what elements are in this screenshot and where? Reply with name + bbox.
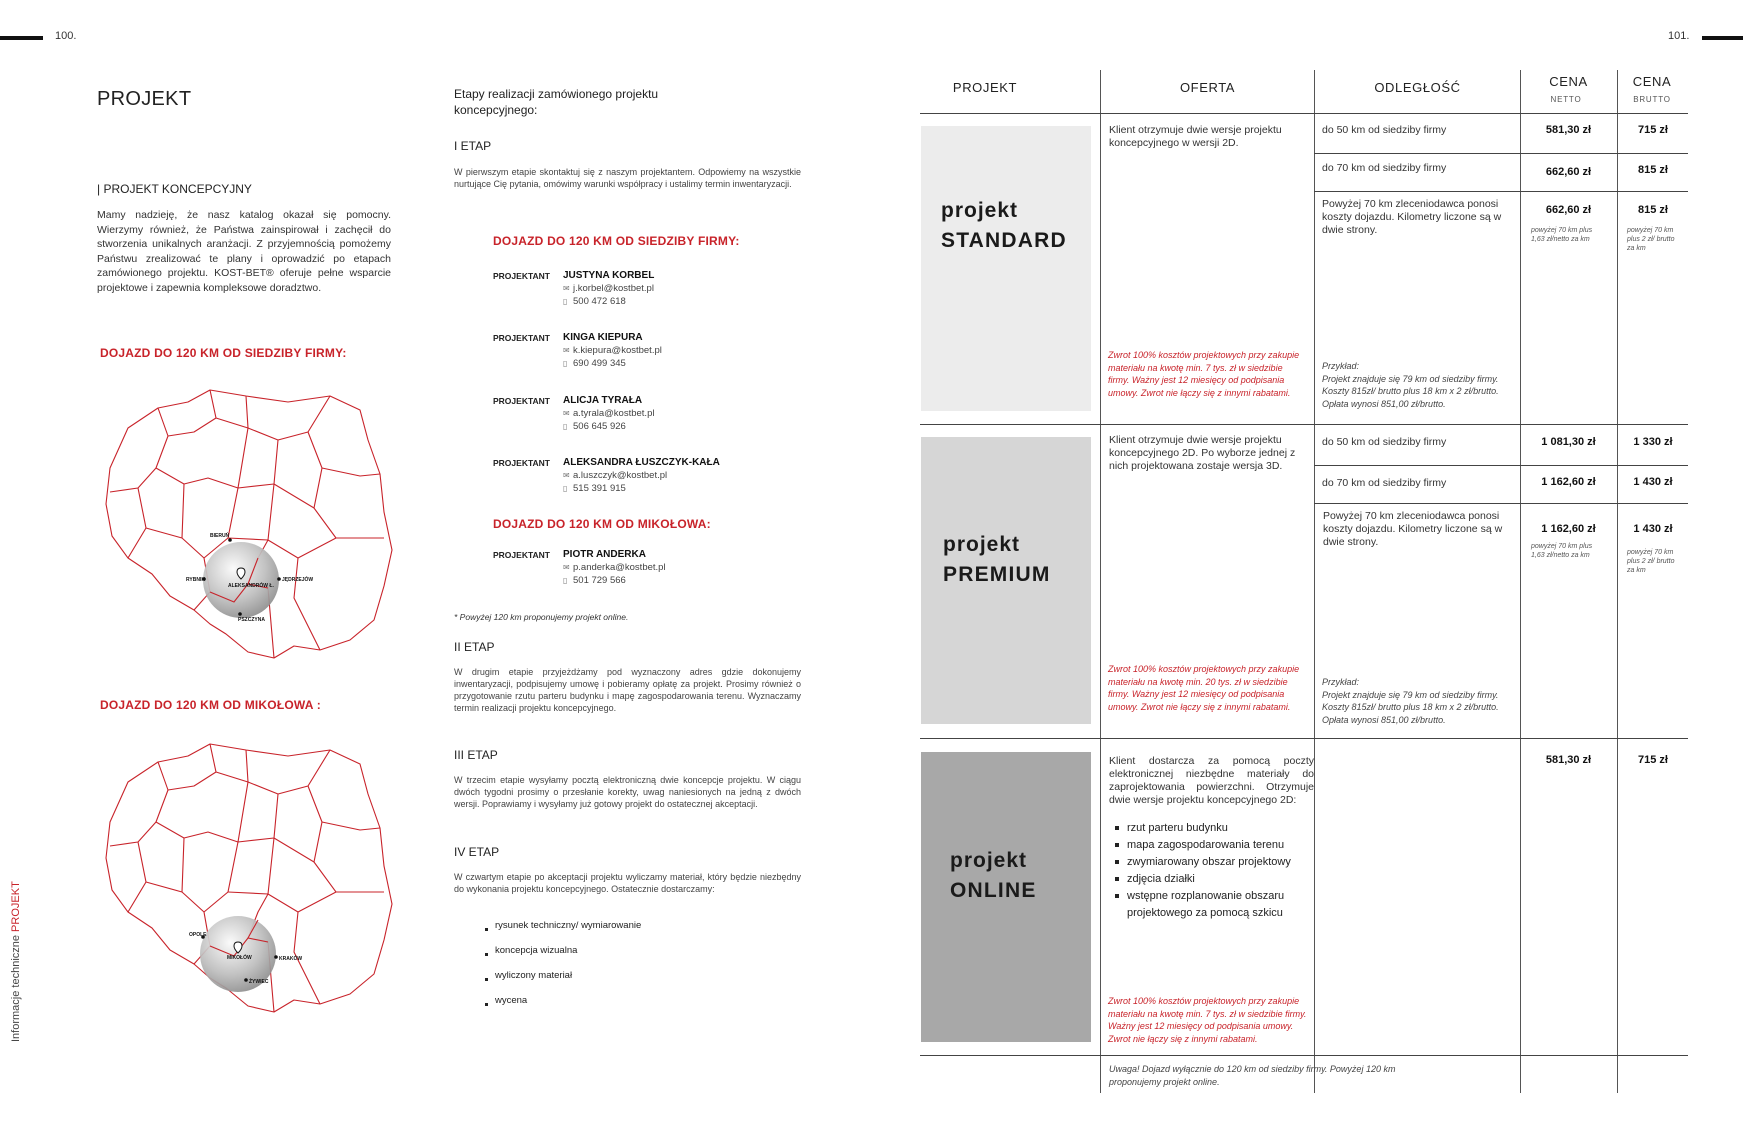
contact-card bbox=[493, 332, 793, 372]
standard-netto-note: powyżej 70 km plus 1,63 zł/netto za km bbox=[1531, 227, 1593, 243]
section-subtitle: | PROJEKT KONCEPCYJNY bbox=[97, 182, 252, 196]
contact-phone-line[interactable] bbox=[563, 358, 626, 369]
premium-example: Przykład: Projekt znajduje się 79 km od siedziby firmy. Koszty 815zł/ brutto plus 18 km x 2 zł/brutto. Opłata wynosi 851,00 zł/brutto. bbox=[1322, 677, 1499, 725]
contact-email[interactable]: a.luszczyk@kostbet.pl bbox=[573, 470, 668, 481]
premium-netto-50: 1 081,30 zł bbox=[1541, 436, 1596, 448]
premium-netto-over70: 1 162,60 zł bbox=[1541, 523, 1596, 535]
premium-netto-70: 1 162,60 zł bbox=[1541, 476, 1596, 488]
etap4-title: IV ETAP bbox=[454, 845, 500, 859]
contact-role: PROJEKTANT bbox=[493, 271, 550, 281]
online-offer: Klient dostarcza za pomocą poczty elektronicznej niezbędne materiały do zaprojektowania powierzchni. Otrzymuje dwie wersje projektu koncepcyjnego 2D: bbox=[1109, 755, 1314, 806]
right-page-number: 101. bbox=[1668, 30, 1690, 42]
right-page-bar bbox=[1702, 36, 1743, 40]
standard-offer: Klient otrzymuje dwie wersje projektu koncepcyjnego w wersji 2D. bbox=[1109, 124, 1282, 149]
intro-paragraph: Mamy nadzieję, że nasz katalog okazał się pomocny. Wierzymy również, że Państwa zainspirował i zachęcił do stworzenia unikalnych aranżacji. Z przyjemnością pomożemy Państwu zrealizować te plany i oprowadzić po etapach zamówionego projektu. KOST-BET® oferuje pełne wsparcie projektowe i zapewnia kompleksowe doradztwo. bbox=[97, 209, 391, 294]
standard-distance-over70: Powyżej 70 km zleceniodawca ponosi koszty dojazdu. Kilometry liczone są w dwie strony. bbox=[1322, 198, 1502, 236]
email-icon: ✉ bbox=[563, 284, 570, 293]
city-label: OPOLE bbox=[189, 932, 207, 938]
left-page-number: 100. bbox=[55, 30, 77, 42]
contact-name: ALICJA TYRAŁA bbox=[563, 395, 643, 406]
city-label: ŻYWIEC bbox=[249, 979, 269, 985]
premium-brutto-70: 1 430 zł bbox=[1633, 476, 1673, 488]
contact-phone-line[interactable] bbox=[563, 483, 626, 494]
contact-email-line[interactable] bbox=[563, 345, 662, 356]
package-label-top: projekt bbox=[943, 533, 1021, 556]
contact-email[interactable]: a.tyrala@kostbet.pl bbox=[573, 408, 655, 419]
standard-brutto-note: powyżej 70 km plus 2 zł/ brutto za km bbox=[1627, 227, 1675, 252]
contact-phone[interactable]: 506 645 926 bbox=[573, 421, 626, 432]
city-label: PSZCZYNA bbox=[238, 617, 265, 623]
city-label: KRAKÓW bbox=[279, 956, 303, 962]
standard-distance-70: do 70 km od siedziby firmy bbox=[1322, 162, 1447, 174]
stages-title: Etapy realizacji zamówionego projektu koncepcyjnego: bbox=[454, 87, 659, 117]
email-icon: ✉ bbox=[563, 471, 570, 480]
phone-icon: ▯ bbox=[563, 576, 568, 585]
standard-netto-over70: 662,60 zł bbox=[1545, 204, 1592, 216]
premium-offer: Klient otrzymuje dwie wersje projektu koncepcyjnego 2D. Po wyborze jednej z nich projektowana zostaje wersja 3D. bbox=[1109, 434, 1296, 472]
list-item: koncepcja wizualna bbox=[485, 945, 725, 970]
standard-example: Przykład: Projekt znajduje się 79 km od siedziby firmy. Koszty 815zł/ brutto plus 18 km x 2 zł/brutto. Opłata wynosi 851,00 zł/brutto. bbox=[1322, 361, 1499, 409]
contact-phone-line[interactable] bbox=[563, 296, 626, 307]
etap1-text: W pierwszym etapie skontaktuj się z naszym projektantem. Odpowiemy na wszystkie nurtujące Cię pytania, omówimy warunki współpracy i ustalimy termin inwentaryzacji. bbox=[454, 167, 801, 189]
grid-line bbox=[1617, 70, 1618, 1093]
standard-netto-70: 662,60 zł bbox=[1545, 166, 1592, 178]
etap1-title: I ETAP bbox=[454, 139, 492, 153]
contact-name: KINGA KIEPURA bbox=[563, 332, 643, 343]
email-icon: ✉ bbox=[563, 563, 570, 572]
city-label: JĘDRZEJÓW bbox=[282, 577, 314, 583]
city-label: ALEKSANDRÓW Ł. bbox=[228, 583, 274, 589]
phone-icon: ▯ bbox=[563, 359, 568, 368]
header-brutto: BRUTTO bbox=[1633, 95, 1671, 104]
etap3-title: III ETAP bbox=[454, 748, 498, 762]
list-item: mapa zagospodarowania terenu bbox=[1110, 837, 1310, 854]
contact-name: JUSTYNA KORBEL bbox=[563, 270, 655, 281]
contact-phone[interactable]: 515 391 915 bbox=[573, 483, 626, 494]
list-item: wycena bbox=[485, 995, 725, 1020]
grid-line bbox=[1314, 70, 1315, 1093]
city-label: RYBNIK bbox=[186, 577, 205, 583]
online-label bbox=[950, 846, 1037, 906]
contact-card bbox=[493, 395, 793, 435]
map2-heading: DOJAZD DO 120 KM OD MIKOŁOWA : bbox=[100, 698, 321, 712]
online-brutto: 715 zł bbox=[1638, 754, 1668, 766]
list-item: zdjęcia działki bbox=[1110, 871, 1310, 888]
list-item: rysunek techniczny/ wymiarowanie bbox=[485, 920, 725, 945]
contact-phone-line[interactable] bbox=[563, 421, 626, 432]
premium-distance-50: do 50 km od siedziby firmy bbox=[1322, 436, 1447, 448]
city-label: BIERUŃ bbox=[210, 533, 230, 539]
phone-icon: ▯ bbox=[563, 422, 568, 431]
phone-icon: ▯ bbox=[563, 297, 568, 306]
grid-line bbox=[1314, 153, 1688, 154]
standard-box bbox=[921, 126, 1091, 411]
premium-distance-70: do 70 km od siedziby firmy bbox=[1322, 477, 1447, 489]
premium-netto-note: powyżej 70 km plus 1,63 zł/netto za km bbox=[1531, 543, 1593, 559]
contact-card bbox=[493, 457, 793, 497]
poland-map-mikolow bbox=[98, 742, 393, 1014]
contact-name: PIOTR ANDERKA bbox=[563, 549, 646, 560]
contact-email-line[interactable] bbox=[563, 283, 654, 294]
header-netto: NETTO bbox=[1550, 95, 1582, 104]
contacts-firm-heading: DOJAZD DO 120 KM OD SIEDZIBY FIRMY: bbox=[493, 234, 740, 248]
etap2-title: II ETAP bbox=[454, 640, 495, 654]
vertical-section-label bbox=[10, 881, 22, 1042]
side-label-prefix: Informacje techniczne bbox=[10, 935, 22, 1042]
contact-email[interactable]: k.kiepura@kostbet.pl bbox=[573, 345, 662, 356]
etap3-text: W trzecim etapie wysyłamy pocztą elektroniczną dwie koncepcje projektu. W ciągu dwóch tygodni prosimy o przesłanie korekty, uwag naniesionych na jedną z dwóch wersji. Poprawiamy i wysyłamy już gotowy projekt do ostatecznej akceptacji. bbox=[454, 775, 801, 809]
grid-line bbox=[920, 738, 1688, 739]
contact-email[interactable]: p.anderka@kostbet.pl bbox=[573, 562, 666, 573]
premium-label bbox=[943, 530, 1051, 590]
side-label-accent: PROJEKT bbox=[10, 881, 22, 932]
header-cena-netto: CENA bbox=[1549, 74, 1588, 89]
header-oferta: OFERTA bbox=[1179, 80, 1236, 95]
contact-role: PROJEKTANT bbox=[493, 396, 550, 406]
poland-map-firm bbox=[98, 388, 393, 660]
page-title: PROJEKT bbox=[97, 88, 192, 110]
left-page-bar bbox=[0, 36, 43, 40]
premium-brutto-note: powyżej 70 km plus 2 zł/ brutto za km bbox=[1627, 549, 1675, 574]
contact-phone-line[interactable] bbox=[563, 575, 626, 586]
standard-netto-50: 581,30 zł bbox=[1545, 124, 1592, 136]
online-items bbox=[1110, 820, 1310, 922]
premium-brutto-over70: 1 430 zł bbox=[1633, 523, 1673, 535]
standard-distance-50: do 50 km od siedziby firmy bbox=[1322, 124, 1447, 136]
grid-line bbox=[1314, 191, 1688, 192]
grid-line bbox=[920, 113, 1688, 114]
package-label-bottom: PREMIUM bbox=[943, 563, 1051, 586]
contact-email-line[interactable] bbox=[563, 470, 667, 481]
list-item: zwymiarowany obszar projektowy bbox=[1110, 854, 1310, 871]
city-label: MIKOŁÓW bbox=[227, 955, 252, 961]
range-circle bbox=[203, 542, 279, 618]
contact-card bbox=[493, 270, 793, 310]
etap4-text: W czwartym etapie po akceptacji projektu wyliczamy materiał, który będzie niezbędny do wykonania projektu koncepcyjnego. Ostatecznie dostarczamy: bbox=[454, 872, 801, 894]
contact-role: PROJEKTANT bbox=[493, 550, 550, 560]
contact-name: ALEKSANDRA ŁUSZCZYK-KAŁA bbox=[563, 457, 720, 468]
online-footnote: * Powyżej 120 km proponujemy projekt online. bbox=[454, 612, 629, 622]
email-icon: ✉ bbox=[563, 409, 570, 418]
contact-phone[interactable]: 500 472 618 bbox=[573, 296, 626, 307]
standard-brutto-over70: 815 zł bbox=[1638, 204, 1668, 216]
email-icon: ✉ bbox=[563, 346, 570, 355]
package-label-bottom: ONLINE bbox=[950, 879, 1037, 902]
contact-role: PROJEKTANT bbox=[493, 333, 550, 343]
grid-line bbox=[1100, 70, 1101, 1093]
contact-phone[interactable]: 690 499 345 bbox=[573, 358, 626, 369]
contact-role: PROJEKTANT bbox=[493, 458, 550, 468]
contact-email-line[interactable] bbox=[563, 562, 666, 573]
header-projekt: PROJEKT bbox=[952, 80, 1018, 95]
premium-refund-note: Zwrot 100% kosztów projektowych przy zakupie materiału na kwotę min. 20 tys. zł w siedzibie firmy. Ważny jest 12 miesięcy od podpisania umowy. Zwrot nie łączy się z innymi rabatami. bbox=[1108, 664, 1300, 712]
header-cena-brutto: CENA bbox=[1632, 74, 1672, 89]
standard-refund-note: Zwrot 100% kosztów projektowych przy zakupie materiału na kwotę min. 7 tys. zł w siedzibie firmy. Ważny jest 12 miesięcy od podpisania umowy. Zwrot nie łączy się z innymi rabatami. bbox=[1108, 350, 1300, 398]
list-item: rzut parteru budynku bbox=[1110, 820, 1310, 837]
list-item: wyliczony materiał bbox=[485, 970, 725, 995]
contact-email-line[interactable] bbox=[563, 408, 654, 419]
etap4-deliverables bbox=[485, 920, 725, 1020]
contacts-mikolow-heading: DOJAZD DO 120 KM OD MIKOŁOWA: bbox=[493, 517, 711, 531]
package-label-top: projekt bbox=[941, 199, 1019, 222]
grid-line bbox=[1520, 70, 1521, 1093]
map1-heading: DOJAZD DO 120 KM OD SIEDZIBY FIRMY: bbox=[100, 346, 347, 360]
package-label-top: projekt bbox=[950, 849, 1028, 872]
table-footer-note: Uwaga! Dojazd wyłącznie do 120 km od siedziby firmy. Powyżej 120 km proponujemy projekt online. bbox=[1109, 1064, 1396, 1087]
etap2-text: W drugim etapie przyjeżdżamy pod wyznaczony adres gdzie dokonujemy inwentaryzacji, podpisujemy umowę i pobieramy opłatę za projekt. Prosimy również o przygotowanie rzutu parteru budynku i mapę zagospodarowania terenu. Wyznaczamy termin realizacji projektu koncepcyjnego. bbox=[454, 667, 801, 713]
premium-brutto-50: 1 330 zł bbox=[1633, 436, 1673, 448]
grid-line bbox=[1314, 503, 1688, 504]
contact-email[interactable]: j.korbel@kostbet.pl bbox=[573, 283, 654, 294]
standard-brutto-50: 715 zł bbox=[1638, 124, 1668, 136]
grid-line bbox=[920, 1055, 1688, 1056]
package-label-bottom: STANDARD bbox=[941, 229, 1067, 252]
contact-phone[interactable]: 501 729 566 bbox=[573, 575, 626, 586]
standard-brutto-70: 815 zł bbox=[1638, 164, 1668, 176]
contact-card bbox=[493, 549, 793, 589]
list-item: wstępne rozplanowanie obszaru projektowego za pomocą szkicu bbox=[1110, 888, 1310, 922]
standard-label bbox=[941, 196, 1067, 256]
online-refund-note: Zwrot 100% kosztów projektowych przy zakupie materiału na kwotę min. 7 tys. zł w siedzibie firmy. Ważny jest 12 miesięcy od podpisania umowy. Zwrot nie łączy się z innymi rabatami. bbox=[1108, 996, 1307, 1044]
online-netto: 581,30 zł bbox=[1545, 754, 1592, 766]
phone-icon: ▯ bbox=[563, 484, 568, 493]
grid-line bbox=[920, 424, 1688, 425]
grid-line bbox=[1314, 465, 1688, 466]
premium-distance-over70: Powyżej 70 km zleceniodawca ponosi koszty dojazdu. Kilometry liczone są w dwie strony. bbox=[1323, 510, 1503, 548]
header-odleglosc: ODLEGŁOŚĆ bbox=[1374, 80, 1461, 95]
